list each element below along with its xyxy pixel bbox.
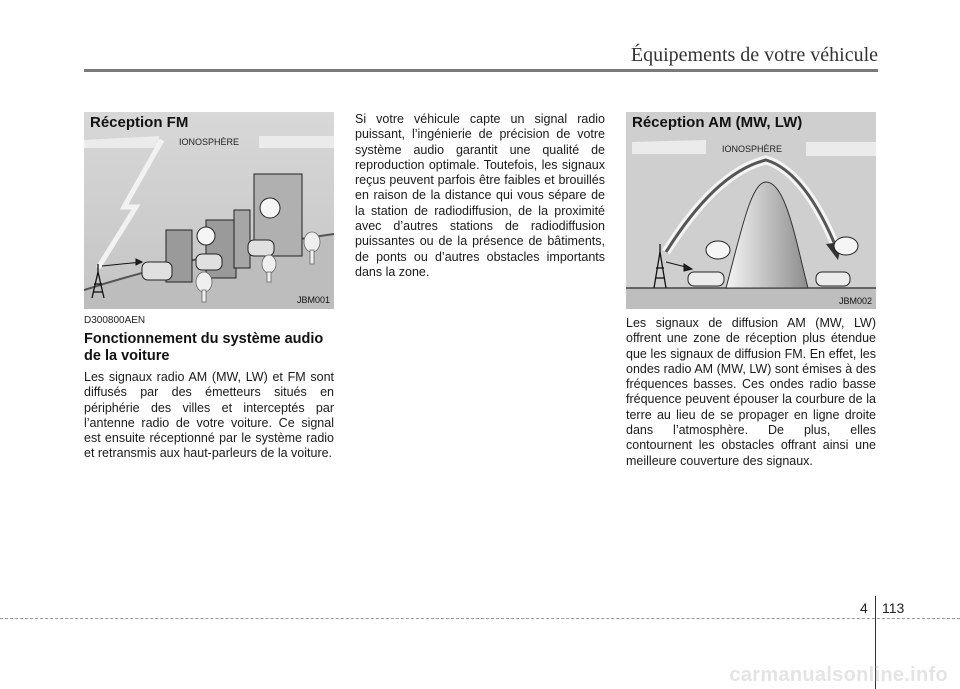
am-reception-figure bbox=[626, 112, 876, 309]
chapter-number: 4 bbox=[860, 600, 868, 616]
am-ionosphere-label: IONOSPHÈRE bbox=[722, 144, 783, 154]
am-paragraph: Les signaux de diffusion AM (MW, LW) offrent une zone de réception plus étendue que les signaux de diffusion FM. En effet, les ondes radio AM (MW, LW) sont émises à des fréquences basses. Ces ondes radio basse fréquence peuvent épouser la courbure de la terre au lieu de se propager en ligne droite dans l’atmosphère. De plus, elles contournent les obstacles offrant ainsi une meilleure couverture des signaux. bbox=[626, 316, 876, 468]
header-rule bbox=[84, 69, 878, 72]
am-figure-title: Réception AM (MW, LW) bbox=[632, 114, 803, 131]
am-illustration bbox=[626, 112, 876, 309]
fm-figure-code: JBM001 bbox=[296, 295, 330, 305]
watermark: carmanualsonline.info bbox=[729, 664, 948, 686]
page-number: 113 bbox=[882, 600, 905, 616]
am-figure-code: JBM002 bbox=[838, 296, 872, 306]
section-code: D300800AEN bbox=[84, 315, 146, 326]
section-title: Fonctionnement du système audio de la voiture bbox=[84, 331, 324, 364]
fm-reception-figure bbox=[84, 112, 334, 309]
fm-figure-title: Réception FM bbox=[90, 114, 189, 131]
footer-dashed-line bbox=[0, 618, 960, 619]
section-body: Les signaux radio AM (MW, LW) et FM sont diffusés par des émetteurs situés en périphérie des villes et interceptés par l’antenne radio de votre voiture. Ce signal est ensuite réceptionné par le système radio et retransmis aux haut-parleurs de la voiture. bbox=[84, 370, 334, 461]
fm-paragraph: Si votre véhicule capte un signal radio puissant, l’ingénierie de précision de votre système audio garantit une qualité de reproduction optimale. Toutefois, les signaux reçus peuvent parfois être faibles et brouillés en raison de la distance qui vous sépare de la station de radiodiffusion, de la proximité avec d’autres stations de radiodiffusion puissantes ou de la présence de bâtiments, de ponts ou d’autres obstacles importants dans la zone. bbox=[355, 112, 605, 279]
page-header-title: Équipements de votre véhicule bbox=[630, 44, 878, 66]
fm-ionosphere-label: IONOSPHÈRE bbox=[179, 137, 240, 147]
